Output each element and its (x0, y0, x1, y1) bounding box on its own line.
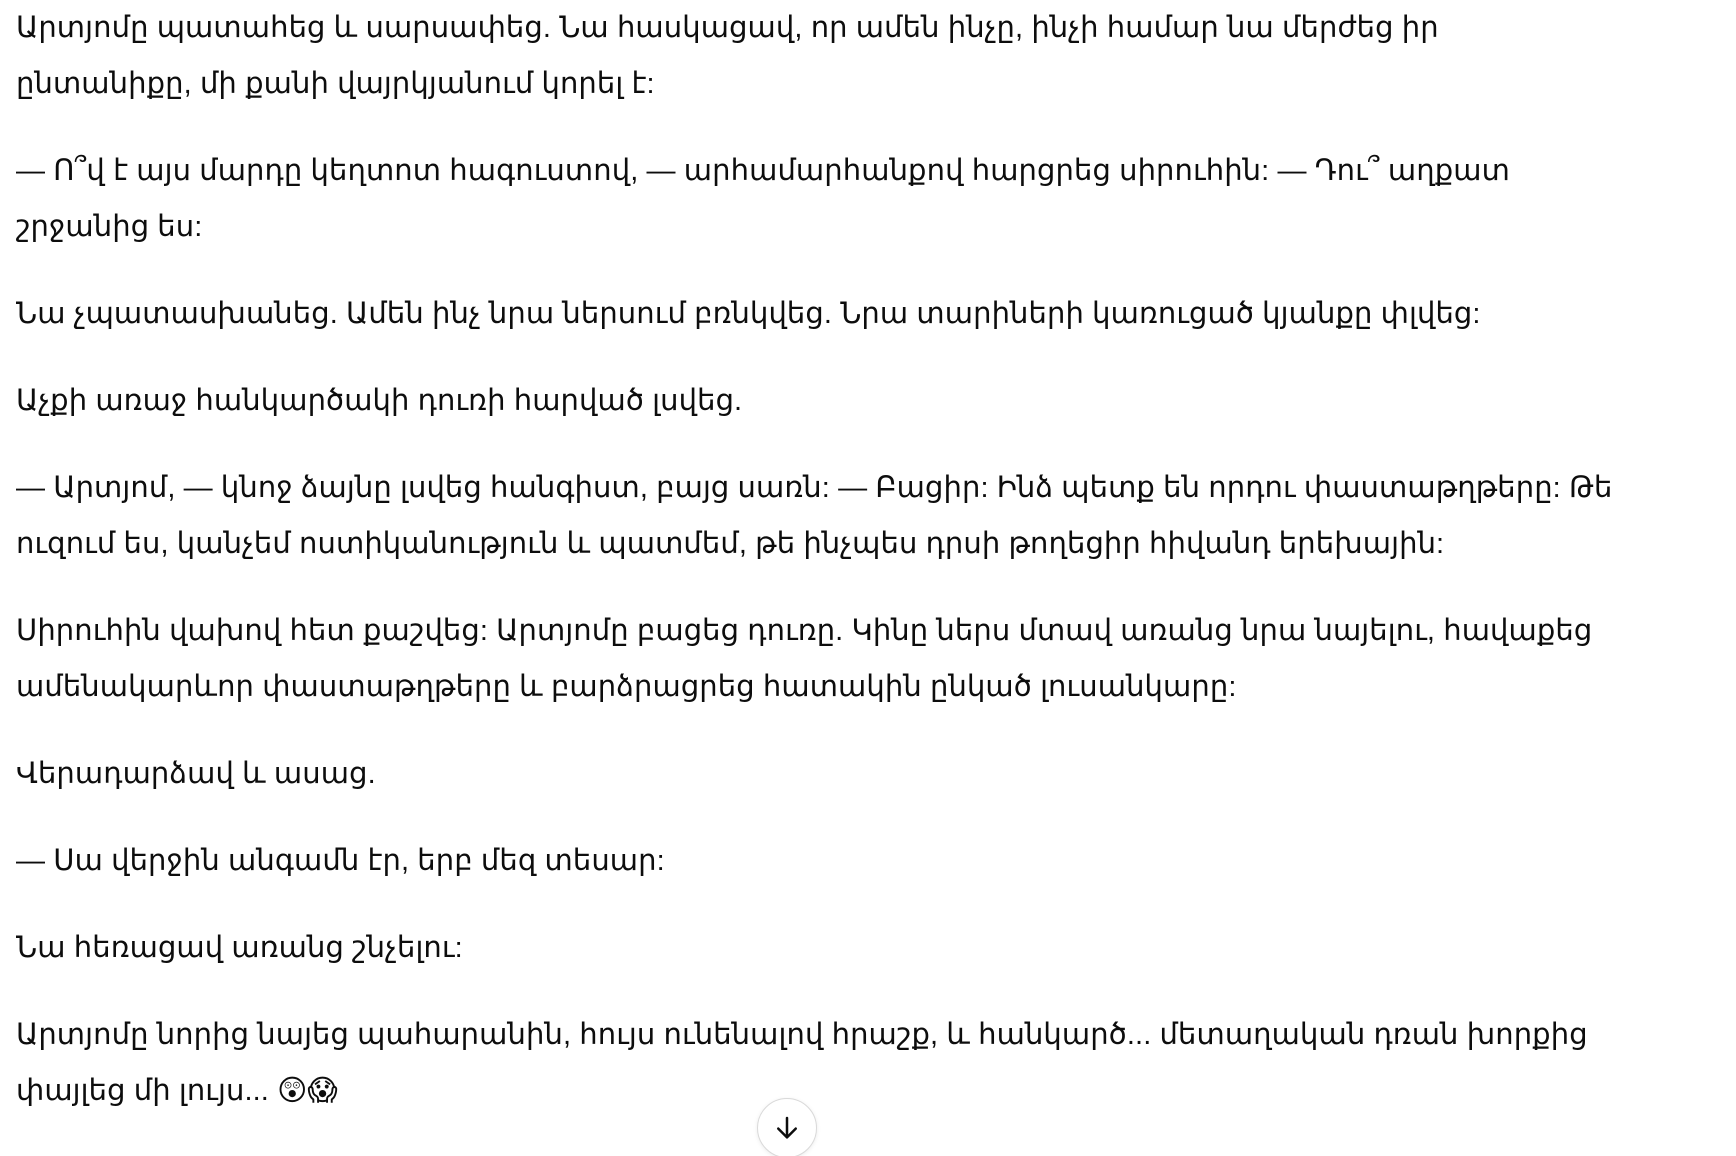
message-paragraph: — Սա վերջին անգամն էր, երբ մեզ տեսար: (16, 845, 665, 877)
message-paragraph: Աչքի առաջ հանկարծակի դուռի հարված լսվեց. (16, 385, 743, 417)
scroll-to-bottom-button[interactable] (757, 1098, 817, 1156)
message-paragraph: — Ո՞վ է այս մարդը կեղտոտ հագուստով, — արհամարհանքով հարցրեց սիրուհին: — Դու՞ աղքատ շրջանից ես: (16, 155, 1510, 243)
arrow-down-icon (772, 1113, 802, 1143)
message-paragraph: Արտյոմը նորից նայեց պահարանին, հույս ունենալով հրաշք, և հանկարծ... մետաղական դռան խորքից փայլեց մի լույս... 😲😱 (16, 1019, 1588, 1107)
message-paragraph: Արտյոմը պատահեց և սարսափեց. Նա հասկացավ, որ ամեն ինչը, ինչի համար նա մերժեց իր ընտանիքը, մի քանի վայրկյանում կորել է: (16, 12, 1439, 100)
message-paragraph: Նա չպատասխանեց. Ամեն ինչ նրա ներսում բռնկվեց. Նրա տարիների կառուցած կյանքը փլվեց: (16, 298, 1481, 330)
message-paragraph: Սիրուհին վախով հետ քաշվեց: Արտյոմը բացեց դուռը. Կինը ներս մտավ առանց նրա նայելու, հավաքեց ամենակարևոր փաստաթղթերը և բարձրացրեց հատակին ընկած լուսանկարը: (16, 615, 1593, 703)
message-paragraph: Նա հեռացավ առանց շնչելու: (16, 932, 463, 964)
message-paragraph: — Արտյոմ, — կնոջ ձայնը լսվեց հանգիստ, բայց սառն: — Բացիր: Ինձ պետք են որդու փաստաթղթերը: Թե ուզում ես, կանչեմ ոստիկանություն և պատմեմ, թե ինչպես դրսի թողեցիր հիվանդ երեխային: (16, 472, 1613, 560)
message-paragraph: Վերադարձավ և ասաց. (16, 758, 376, 790)
assistant-message (16, 0, 1616, 1150)
